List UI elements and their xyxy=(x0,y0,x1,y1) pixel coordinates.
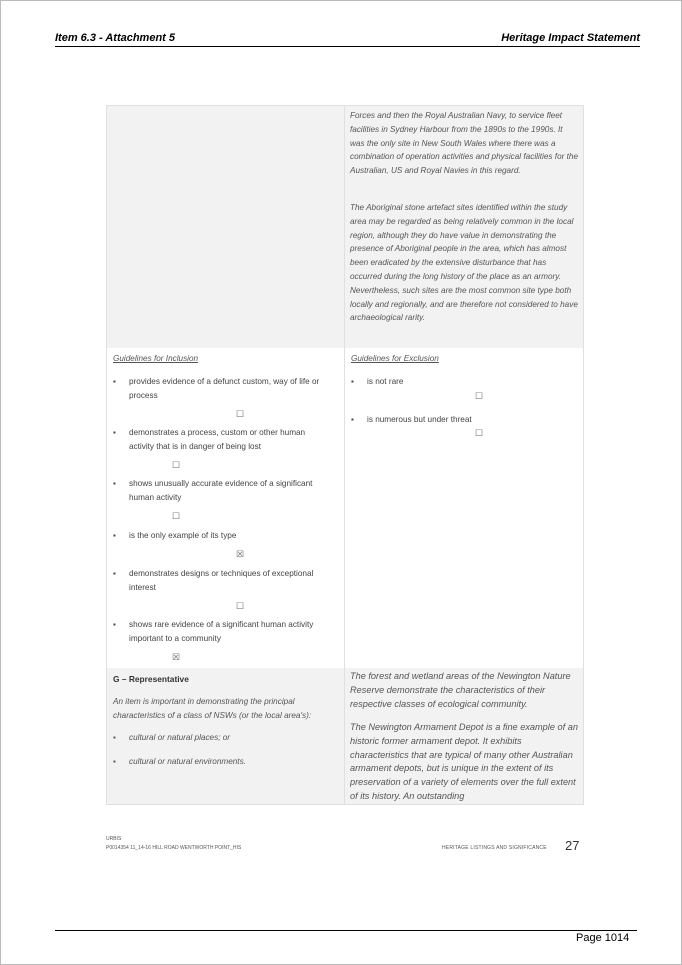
criterion-g-assessment-cell xyxy=(345,668,583,804)
bullet-icon: ▪ xyxy=(113,620,116,629)
bullet-icon: ▪ xyxy=(113,733,116,742)
inclusion-item-text: demonstrates a process, custom or other human activity that is in danger of being lost xyxy=(129,428,306,451)
bullet-icon: ▪ xyxy=(113,757,116,766)
rarity-paragraph-1: Forces and then the Royal Australian Navy, to service fleet facilities in Sydney Harbour from the 1890s to the 1990s. It was the only site in New South Wales where there was a combination of operation activities and physical facilities for the Australian, US and Royal Navies in this regard. xyxy=(350,111,579,176)
bullet-icon: ▪ xyxy=(113,428,116,437)
checkbox-icon: ☐ xyxy=(475,391,484,401)
footer-doc-page-number: 27 xyxy=(565,838,580,853)
bullet-icon: ▪ xyxy=(113,377,116,386)
checkbox-icon: ☐ xyxy=(475,428,484,438)
footer-company: URBIS xyxy=(106,836,122,842)
criterion-g-description: An item is important in demonstrating the principal characteristics of a class of NSWs (or the local area's): xyxy=(113,697,312,720)
bullet-icon: ▪ xyxy=(113,531,116,540)
inclusion-item-text: provides evidence of a defunct custom, way of life or process xyxy=(129,377,320,400)
footer-project: P0014354 11_14-16 HILL ROAD WENTWORTH POINT_HIS xyxy=(106,845,242,851)
exclusion-heading: Guidelines for Exclusion xyxy=(351,354,439,363)
representative-paragraph-2: The Newington Armament Depot is a fine example of an historic former armament depot. It exhibits characteristics that are typical of many other Australian armament depots, but is unique in the extent of its preservation of a variety of elements over the full extent of its history. An outstanding xyxy=(350,722,578,801)
rarity-paragraph-2: The Aboriginal stone artefact sites identified within the study area may be regarded as being relatively common in the local region, although they do have value in demonstrating the presence of Aboriginal people in the area, which has almost been eradicated by the extensive disturbance that has occurred during the long history of the place as an armory. Nevertheless, such sites are the most common site type both locally and regionally, and are therefore not considered to have archaeological rarity. xyxy=(350,203,578,323)
criterion-g-cell xyxy=(107,668,345,804)
checkbox-icon: ☐ xyxy=(172,460,181,470)
significance-table xyxy=(106,105,584,805)
bullet-icon: ▪ xyxy=(351,377,354,386)
exclusion-item-text: is not rare xyxy=(367,377,404,386)
bottom-rule xyxy=(55,930,637,931)
inclusion-item-text: shows unusually accurate evidence of a significant human activity xyxy=(129,479,313,502)
checkbox-icon: ☐ xyxy=(236,601,245,611)
exclusion-item-text: is numerous but under threat xyxy=(367,415,472,424)
page-number: Page 1014 xyxy=(576,932,630,944)
table-cell-top-left xyxy=(107,106,345,348)
checked-box-icon: ☒ xyxy=(236,549,245,559)
header-item-ref: Item 6.3 - Attachment 5 xyxy=(55,32,176,44)
inclusion-item-text: is the only example of its type xyxy=(129,531,237,540)
checkbox-icon: ☐ xyxy=(172,511,181,521)
bullet-icon: ▪ xyxy=(113,479,116,488)
table-cell-top-right xyxy=(345,106,583,348)
footer-section: HERITAGE LISTINGS AND SIGNIFICANCE xyxy=(442,845,547,851)
checkbox-icon: ☐ xyxy=(236,409,245,419)
inclusion-heading: Guidelines for Inclusion xyxy=(113,354,199,363)
checked-box-icon: ☒ xyxy=(172,652,181,662)
bullet-icon: ▪ xyxy=(351,415,354,424)
bullet-icon: ▪ xyxy=(113,569,116,578)
criterion-g-title: G – Representative xyxy=(113,674,189,684)
page-header xyxy=(55,32,640,47)
inclusion-guidelines-cell xyxy=(107,348,345,668)
header-doc-title: Heritage Impact Statement xyxy=(501,32,640,44)
representative-paragraph-1: The forest and wetland areas of the Newington Nature Reserve demonstrate the characteristics of their respective classes of ecological community. xyxy=(350,671,571,709)
inclusion-item-text: demonstrates designs or techniques of exceptional interest xyxy=(129,569,314,592)
criterion-g-item-text: cultural or natural places; or xyxy=(129,733,231,742)
inclusion-item-text: shows rare evidence of a significant human activity important to a community xyxy=(129,620,314,643)
exclusion-guidelines-cell xyxy=(345,348,583,668)
criterion-g-item-text: cultural or natural environments. xyxy=(129,757,246,766)
